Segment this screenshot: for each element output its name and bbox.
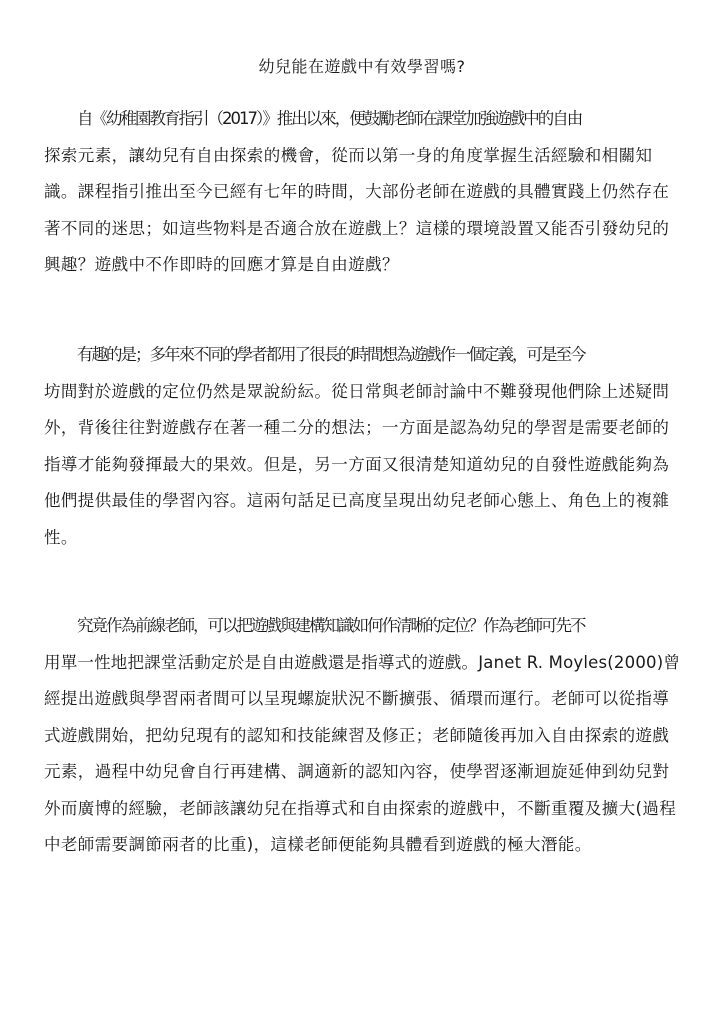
paragraph-line: 他們提供最佳的學習內容。這兩句話足已高度呈現出幼兒老師心態上、角色上的複雜 [44, 491, 670, 510]
paragraph-line: 識。課程指引推出至今已經有七年的時間，大部份老師在遊戲的具體實踐上仍然存在 [44, 182, 670, 201]
paragraph-line: 自《幼稚園教育指引（2017）》推出以來，便鼓勵老師在課堂加強遊戲中的自由 [77, 109, 582, 128]
paragraph-line: 指導才能夠發揮最大的果效。但是，另一方面又很清楚知道幼兒的自發性遊戲能夠為 [44, 454, 670, 474]
paragraph-line: 探索元素，讓幼兒有自由探索的機會，從而以第一身的角度掌握生活經驗和相關知 [44, 145, 653, 165]
paragraph-line: 坊間對於遊戲的定位仍然是眾說紛紜。從日常與老師討論中不難發現他們除上述疑問 [44, 381, 670, 401]
paragraph-line: 究竟作為前線老師，可以把遊戲與建構知識如何作清晰的定位？作為老師可先不 [77, 616, 585, 635]
paragraph-line: 興趣？遊戲中不作即時的回應才算是自由遊戲？ [44, 255, 399, 274]
paragraph-2 [44, 337, 680, 556]
paragraph-line: 元素，過程中幼兒會自行再建構、調適新的認知內容，使學習逐漸迴旋延伸到幼兒對 [44, 762, 670, 781]
document-title: 幼兒能在遊戲中有效學習嗎? [258, 57, 466, 76]
paragraph-line: 著不同的迷思；如這些物料是否適合放在遊戲上？這樣的環境設置又能否引發幼兒的 [44, 218, 670, 238]
paragraph-line: 外而廣博的經驗，老師該讓幼兒在指導式和自由探索的遊戲中，不斷重覆及擴大(過程 [44, 798, 677, 818]
paragraph-line: 式遊戲開始，把幼兒現有的認知和技能練習及修正；老師隨後再加入自由探索的遊戲 [44, 725, 670, 745]
paragraph-line: 用單一性地把課堂活動定於是自由遊戲還是指導式的遊戲。Janet R. Moyles(2000)曾 [44, 652, 681, 672]
paragraph-line: 外，背後往往對遊戲存在著一種二分的想法；一方面是認為幼兒的學習是需要老師的 [44, 418, 670, 437]
paragraph-line: 中老師需要調節兩者的比重)，這樣老師便能夠具體看到遊戲的極大潛能。 [44, 835, 592, 854]
paragraph-line: 經提出遊戲與學習兩者間可以呈現螺旋狀況不斷擴張、循環而運行。老師可以從指導 [44, 689, 670, 708]
paragraph-1 [44, 101, 680, 284]
paragraph-3 [44, 608, 680, 864]
paragraph-line: 有趣的是；多年來不同的學者都用了很長的時間想為遊戲作一個定義，可是至今 [77, 345, 585, 364]
paragraph-line: 性。 [44, 527, 78, 547]
